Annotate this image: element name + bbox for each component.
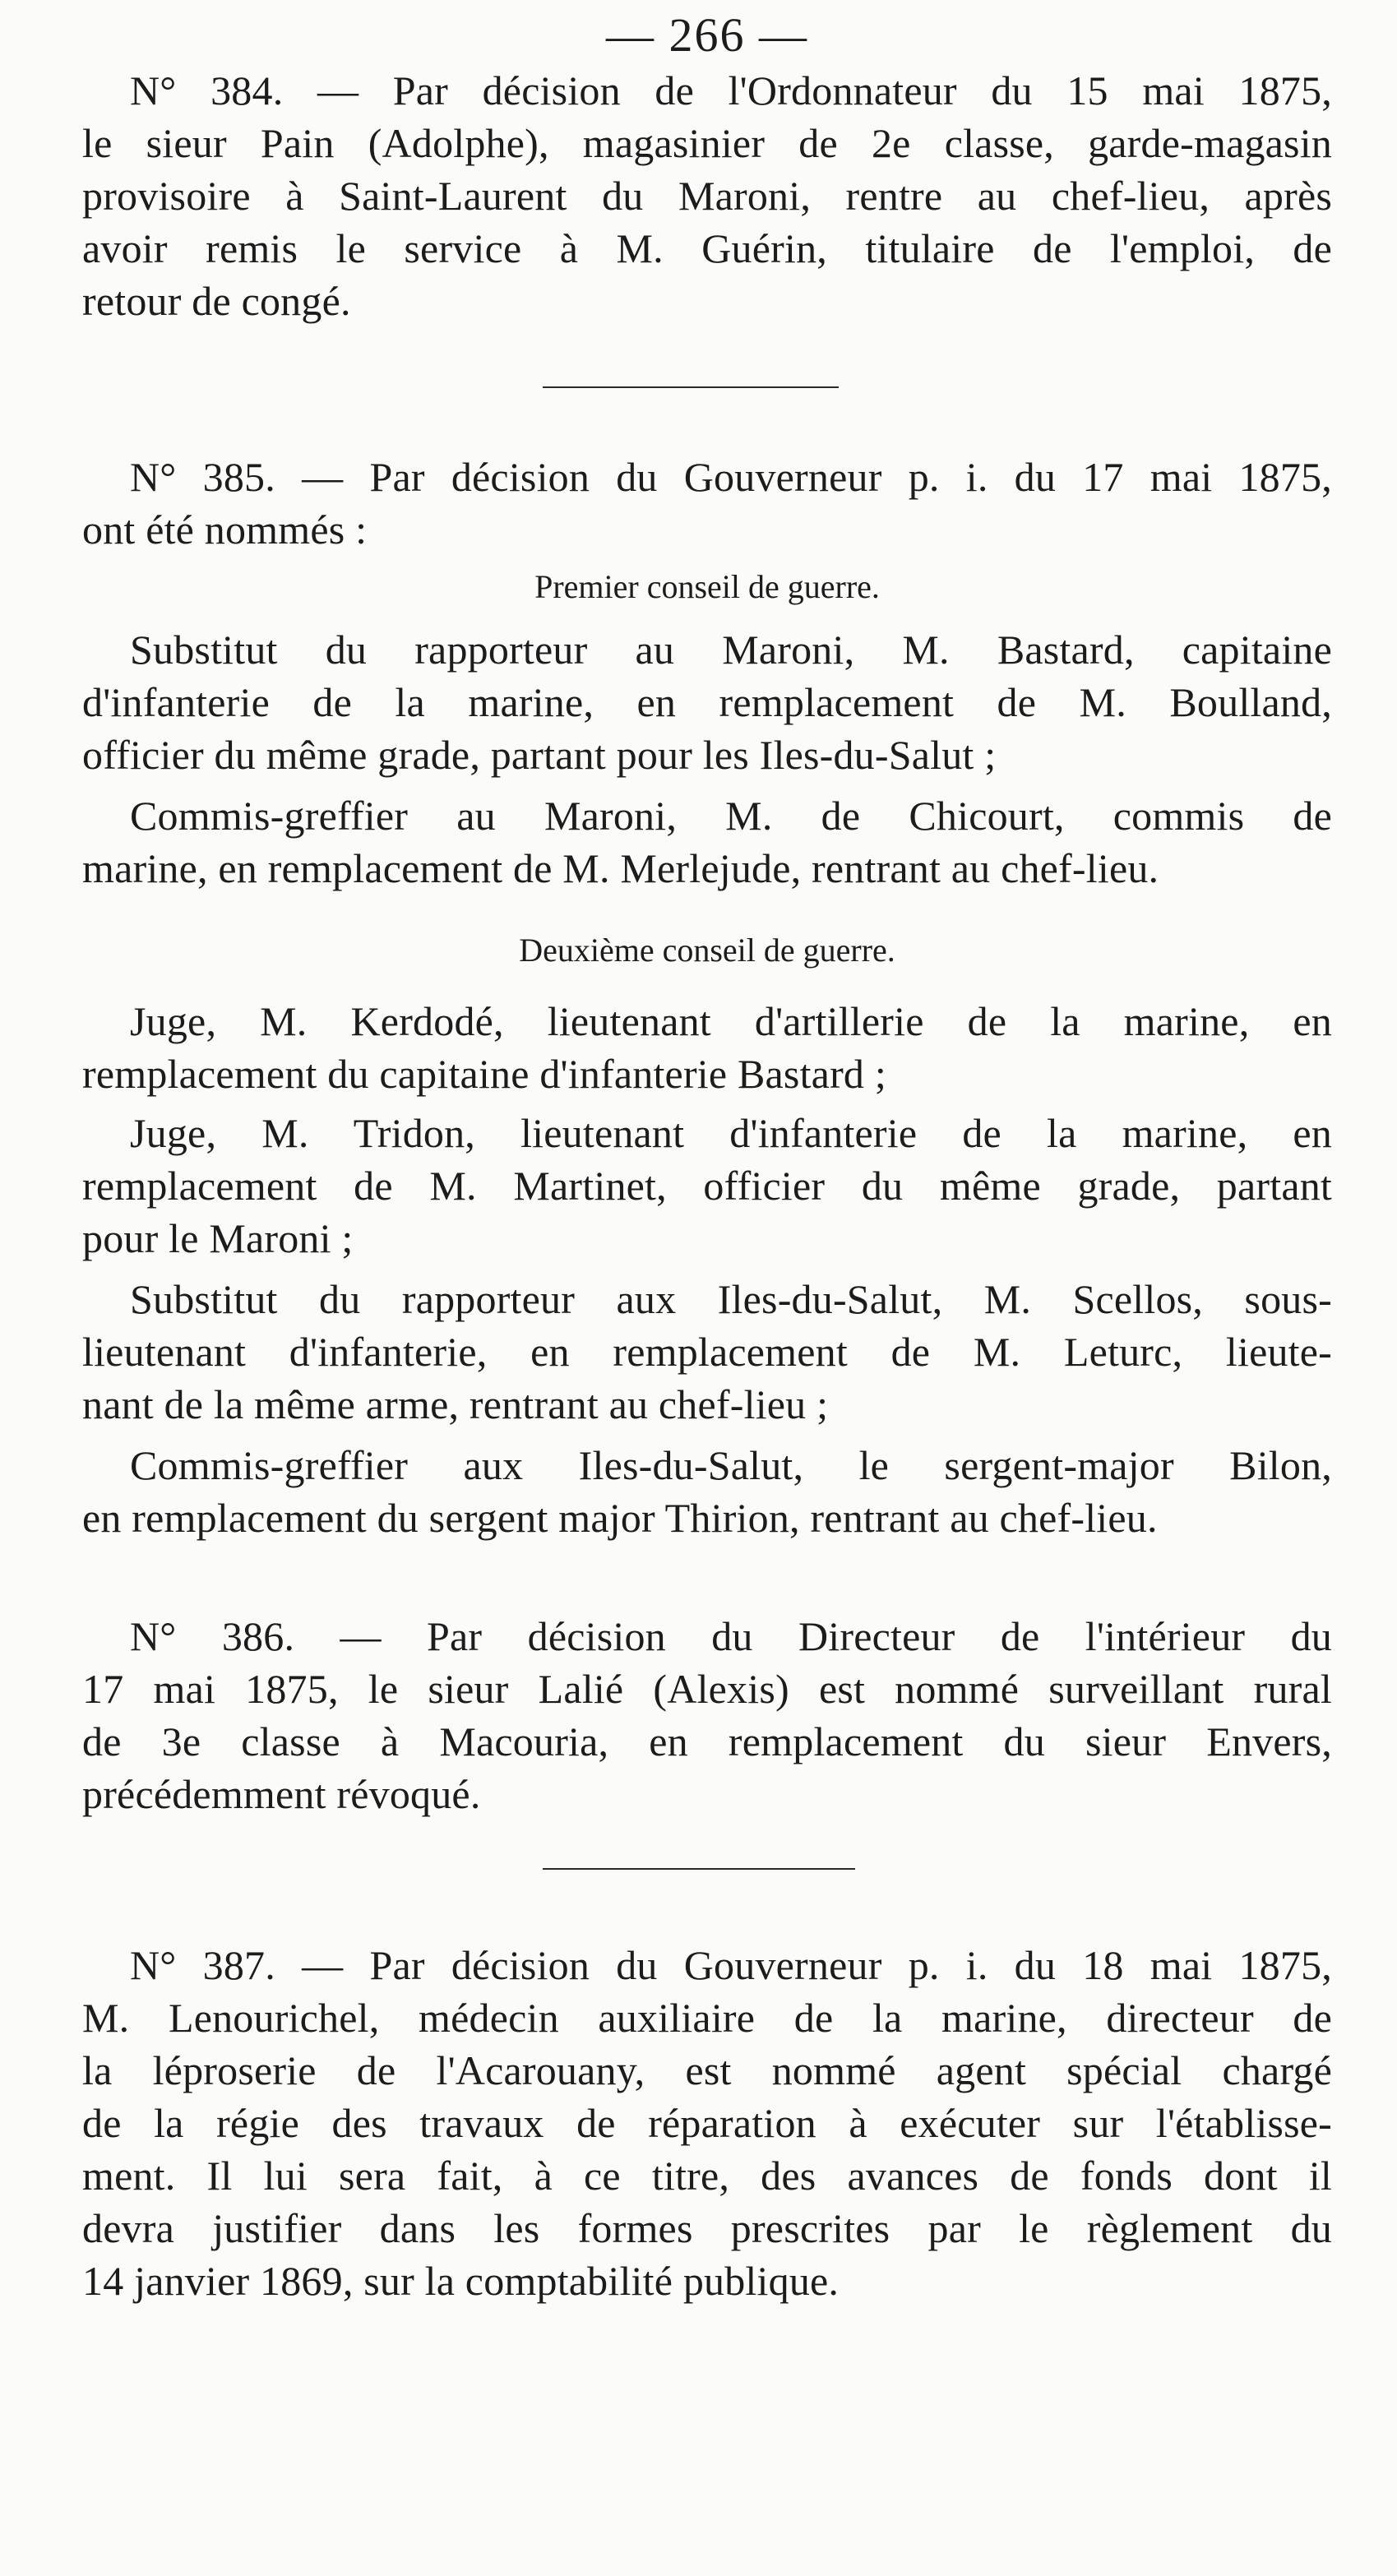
entry-387-line: la léproserie de l'Acarouany, est nommé agent spécial chargé: [82, 2047, 1332, 2093]
entry-385: [82, 451, 1332, 556]
entry-385-item-line: d'infanterie de la marine, en remplacement de M. Boulland,: [82, 679, 1332, 725]
entry-387: [82, 1939, 1332, 2307]
entry-385-item-line: Substitut du rapporteur aux Iles-du-Salut, M. Scellos, sous-: [130, 1276, 1332, 1322]
entry-385-item-line: remplacement du capitaine d'infanterie Bastard ;: [82, 1051, 886, 1097]
page-number: — 266 —: [606, 8, 808, 62]
entry-385-line: N° 385. — Par décision du Gouverneur p. i. du 17 mai 1875,: [130, 454, 1332, 500]
entry-385-item: [82, 623, 1332, 781]
entry-384-line: retour de congé.: [82, 278, 351, 324]
entry-385-item-line: pour le Maroni ;: [82, 1215, 354, 1261]
entry-385-item: [82, 995, 1332, 1100]
entry-385-item-line: officier du même grade, partant pour les Iles-du-Salut ;: [82, 732, 997, 778]
entry-386-line: N° 386. — Par décision du Directeur de l'intérieur du: [130, 1613, 1332, 1659]
subheading-premier-conseil: Premier conseil de guerre.: [534, 568, 880, 605]
subheading-deuxieme-conseil: Deuxième conseil de guerre.: [519, 932, 895, 969]
entry-386-line: de 3e classe à Macouria, en remplacement du sieur Envers,: [82, 1718, 1332, 1764]
section-divider: [543, 1868, 855, 1870]
entry-385-item-line: en remplacement du sergent major Thirion, rentrant au chef-lieu.: [82, 1495, 1158, 1541]
entry-386-line: 17 mai 1875, le sieur Lalié (Alexis) est nommé surveillant rural: [82, 1666, 1332, 1712]
entry-387-line: devra justifier dans les formes prescrites par le règlement du: [82, 2205, 1332, 2251]
entry-386-line: précédemment révoqué.: [82, 1771, 481, 1817]
entry-386: [82, 1610, 1332, 1820]
entry-384: [82, 64, 1332, 327]
entry-384-line: N° 384. — Par décision de l'Ordonnateur du 15 mai 1875,: [130, 67, 1332, 113]
entry-387-line: de la régie des travaux de réparation à exécuter sur l'établisse-: [82, 2100, 1332, 2146]
entry-385-item-line: remplacement de M. Martinet, officier du même grade, partant: [82, 1163, 1332, 1209]
entry-385-item-line: Commis-greffier au Maroni, M. de Chicourt, commis de: [130, 793, 1332, 839]
entry-385-item-line: Commis-greffier aux Iles-du-Salut, le sergent-major Bilon,: [130, 1442, 1332, 1488]
section-divider: [543, 386, 839, 388]
entry-387-line: 14 janvier 1869, sur la comptabilité publique.: [82, 2258, 840, 2304]
entry-384-line: le sieur Pain (Adolphe), magasinier de 2e classe, garde-magasin: [82, 120, 1332, 166]
entry-385-item-line: Juge, M. Tridon, lieutenant d'infanterie de la marine, en: [130, 1110, 1332, 1156]
entry-385-item: [82, 1273, 1332, 1431]
entry-384-line: provisoire à Saint-Laurent du Maroni, rentre au chef-lieu, après: [82, 173, 1332, 219]
entry-384-line: avoir remis le service à M. Guérin, titulaire de l'emploi, de: [82, 225, 1332, 271]
entry-385-item-line: Juge, M. Kerdodé, lieutenant d'artillerie de la marine, en: [130, 998, 1332, 1044]
entry-385-item: [82, 1439, 1332, 1544]
entry-385-line: ont été nommés :: [82, 506, 368, 553]
document-page: [82, 0, 1332, 2576]
entry-387-line: N° 387. — Par décision du Gouverneur p. i. du 18 mai 1875,: [130, 1942, 1332, 1988]
entry-385-item-line: nant de la même arme, rentrant au chef-lieu ;: [82, 1381, 829, 1427]
entry-385-item-line: lieutenant d'infanterie, en remplacement de M. Leturc, lieute-: [82, 1329, 1332, 1375]
entry-385-item-line: Substitut du rapporteur au Maroni, M. Bastard, capitaine: [130, 627, 1332, 673]
entry-387-line: M. Lenourichel, médecin auxiliaire de la marine, directeur de: [82, 1995, 1332, 2041]
entry-387-line: ment. Il lui sera fait, à ce titre, des avances de fonds dont il: [82, 2153, 1332, 2199]
entry-385-item: [82, 789, 1332, 895]
entry-385-item: [82, 1107, 1332, 1265]
entry-385-item-line: marine, en remplacement de M. Merlejude, rentrant au chef-lieu.: [82, 845, 1159, 891]
